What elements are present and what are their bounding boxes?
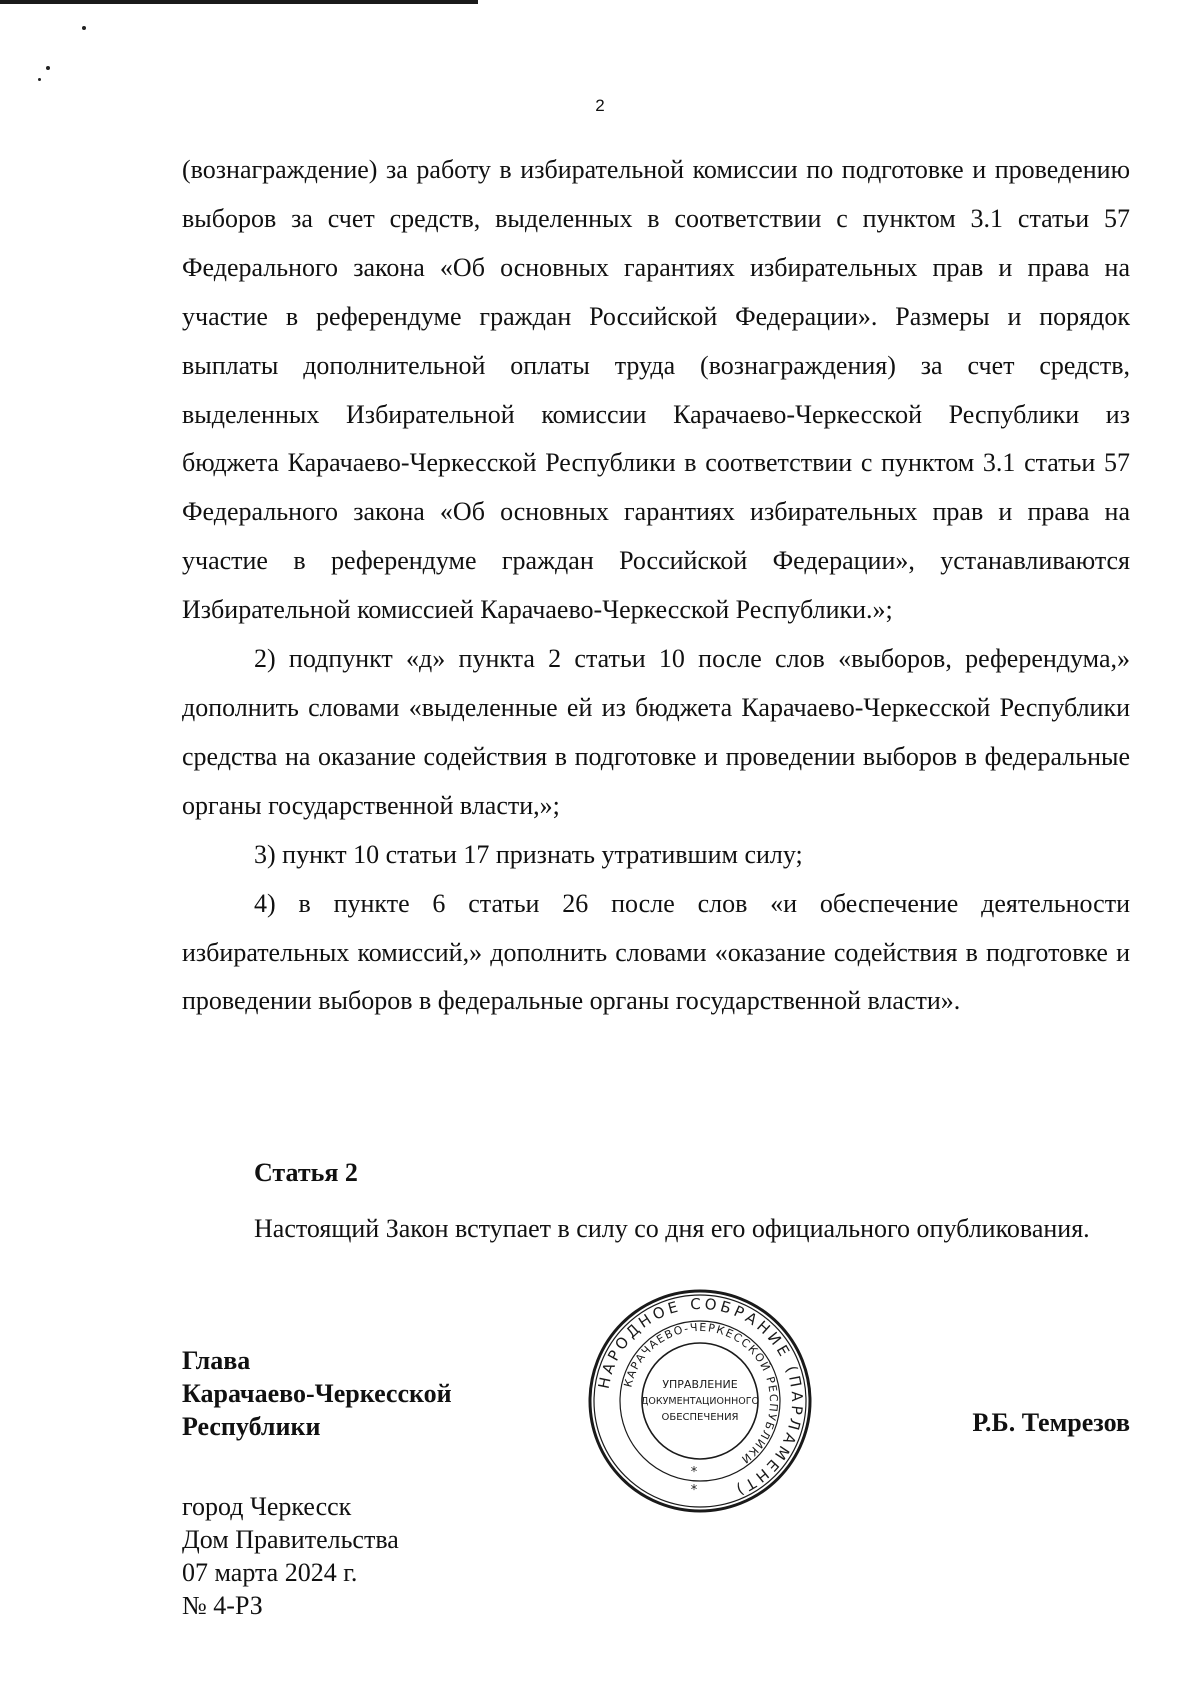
document-body (182, 146, 1130, 1026)
building: Дом Правительства (182, 1525, 399, 1554)
paragraph-item-2: 2) подпункт «д» пункта 2 статьи 10 после слов «выборов, референдума,» дополнить словами «выделенные ей из бюджета Карачаево-Черкесской Республики средства на оказание содействия в подготовке и проведении выборов в федеральные органы государственной власти,»; (182, 644, 1130, 820)
paragraph-item-3: 3) пункт 10 статьи 17 признать утратившим силу; (254, 839, 803, 869)
signatory-name: Р.Б. Темрезов (972, 1408, 1130, 1437)
seal-star-icon: * (690, 1465, 698, 1480)
seal-center-line: УПРАВЛЕНИЕ (662, 1378, 738, 1391)
seal-inner-text: КАРАЧАЕВО-ЧЕРКЕССКОЙ РЕСПУБЛИКИ (621, 1320, 781, 1467)
document-details (182, 1490, 399, 1622)
scan-speck (38, 78, 41, 81)
signatory-title (182, 1344, 452, 1443)
signatory-title-line: Карачаево-Черкесской (182, 1379, 452, 1408)
signatory-title-line: Глава (182, 1346, 251, 1375)
article-paragraph: Настоящий Закон вступает в силу со дня его официального опубликования. (254, 1214, 1090, 1243)
article-heading: Статья 2 (254, 1158, 358, 1187)
page-number: 2 (595, 96, 605, 115)
paragraph-continuation: (вознаграждение) за работу в избирательной комиссии по подготовке и проведению выборов за счет средств, выделенных в соответствии с пунктом 3.1 статьи 57 Федерального закона «Об основных гарантиях избирательных прав и права на участие в референдуме граждан Российской Федерации». Размеры и порядок выплаты дополнительной оплаты труда (вознаграждения) за счет средств, выделенных Избирательной комиссии Карачаево-Черкесской Республики из бюджета Карачаево-Черкесской Республики в соответствии с пунктом 3.1 статьи 57 Федерального закона «Об основных гарантиях избирательных прав и права на участие в референдуме граждан Российской Федерации», устанавливаются Избирательной комиссией Карачаево-Черкесской Республики.»; (182, 155, 1130, 625)
seal-center-line: ДОКУМЕНТАЦИОННОГО (640, 1396, 760, 1407)
article-body (182, 1204, 1130, 1254)
scan-edge-line (0, 0, 478, 4)
document-number: № 4-РЗ (182, 1591, 263, 1620)
seal-center-line: ОБЕСПЕЧЕНИЯ (661, 1412, 739, 1423)
seal-star-icon: * (690, 1483, 698, 1498)
official-seal (585, 1286, 815, 1516)
document-date: 07 марта 2024 г. (182, 1558, 358, 1587)
paragraph-item-4: 4) в пункте 6 статьи 26 после слов «и обеспечение деятельности избирательных комиссий,» дополнить словами «оказание содействия в подготовке и проведении выборов в федеральные органы государственной власти». (182, 888, 1130, 1016)
city: город Черкесск (182, 1492, 352, 1521)
scan-speck (82, 26, 86, 30)
seal-outer-text: НАРОДНОЕ СОБРАНИЕ (ПАРЛАМЕНТ) (594, 1294, 807, 1501)
signatory-title-line: Республики (182, 1412, 321, 1441)
scan-speck (46, 66, 50, 70)
